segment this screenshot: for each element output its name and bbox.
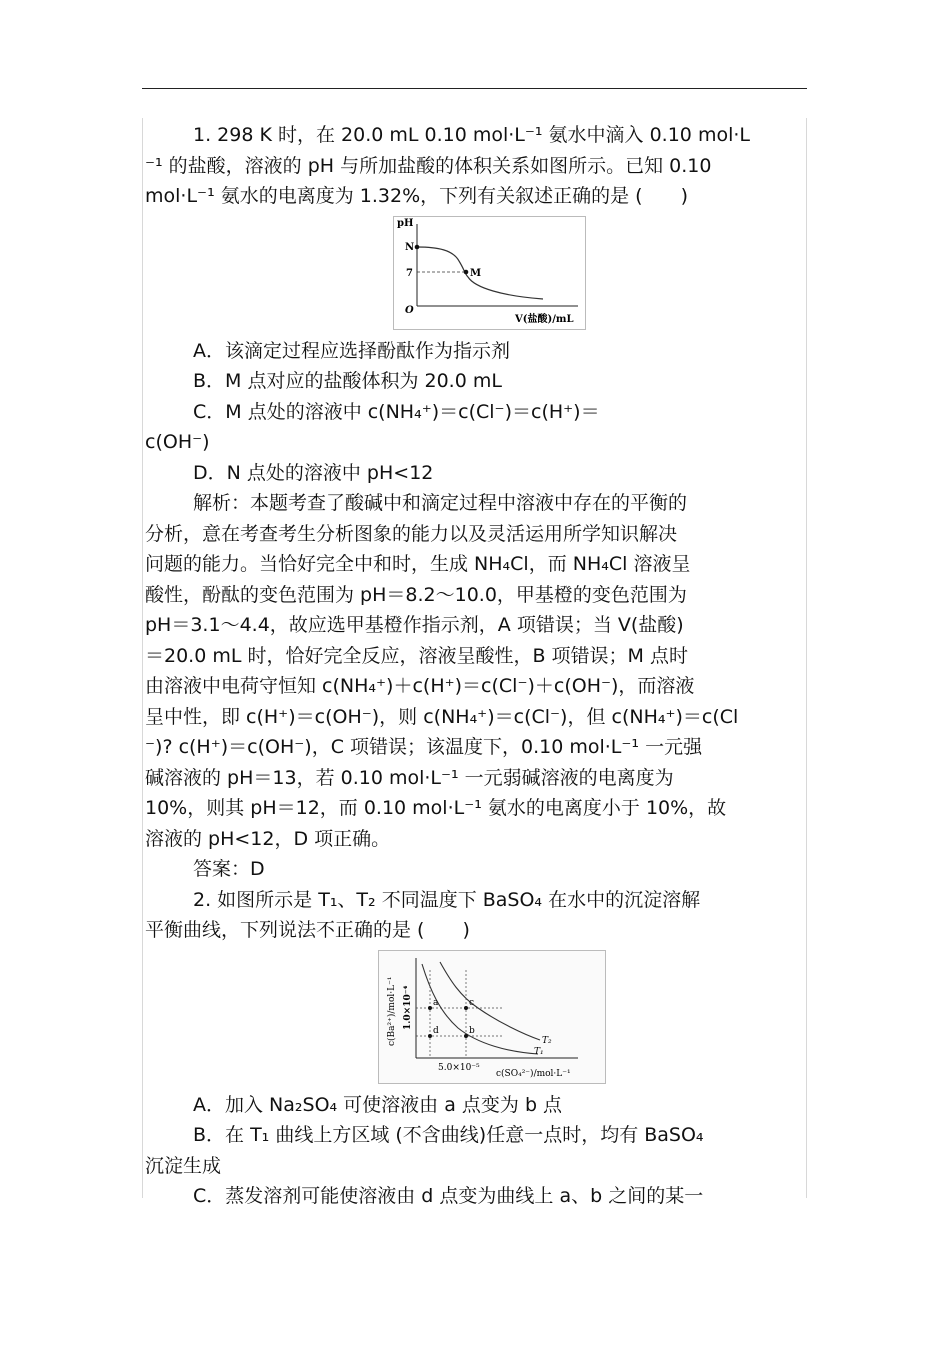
q2-x-axis-label: c(SO₄²⁻)/mol·L⁻¹ <box>496 1068 571 1079</box>
q2-point-a-label: a <box>433 997 439 1008</box>
q1-point-m-label: M <box>470 267 482 279</box>
q1-analysis-line-1: 解析：本题考查了酸碱中和滴定过程中溶液中存在的平衡的 <box>193 492 688 514</box>
q1-option-a: A．该滴定过程应选择酚酞作为指示剂 <box>193 339 510 362</box>
q1-point-m <box>464 269 469 274</box>
q1-tick-n: N <box>405 241 415 253</box>
q2-y-axis-label: c(Ba²⁺)/mol·L⁻¹ <box>387 976 397 1046</box>
q2-curve-t2-label: T₂ <box>542 1035 552 1046</box>
q1-titration-svg <box>393 216 586 330</box>
q1-stem-line-1: 1. 298 K 时，在 20.0 mL 0.10 mol·L⁻¹ 氨水中滴入 0.10 mol·L <box>193 124 750 146</box>
q1-answer: 答案：D <box>193 858 265 880</box>
q1-analysis-line-8: 呈中性，即 c(H⁺)＝c(OH⁻)，则 c(NH₄⁺)＝c(Cl⁻)，但 c(NH₄⁺)＝c(Cl <box>145 705 739 728</box>
q2-x-tick-label: 5.0×10⁻⁵ <box>438 1062 480 1073</box>
q2-option-b-line-2: 沉淀生成 <box>145 1154 222 1177</box>
q2-stem-line-1: 2. 如图所示是 T₁、T₂ 不同温度下 BaSO₄ 在水中的沉淀溶解 <box>193 888 701 911</box>
q2-point-d <box>428 1034 432 1038</box>
q1-tick-7: 7 <box>406 267 413 279</box>
q1-analysis-line-6: ＝20.0 mL 时，恰好完全反应，溶液呈酸性，B 项错误；M 点时 <box>145 644 688 667</box>
q1-stem-line-2: ⁻¹ 的盐酸，溶液的 pH 与所加盐酸的体积关系如图所示。已知 0.10 <box>145 154 712 177</box>
q1-option-c-line-2: c(OH⁻) <box>145 431 210 453</box>
q1-stem-line-3: mol·L⁻¹ 氨水的电离度为 1.32%，下列有关叙述正确的是 ( ) <box>145 185 688 207</box>
q2-point-a <box>428 1006 432 1010</box>
q1-analysis-line-2: 分析，意在考查考生分析图象的能力以及灵活运用所学知识解决 <box>145 522 678 545</box>
q2-stem-line-2: 平衡曲线，下列说法不正确的是 ( ) <box>145 919 470 941</box>
q1-y-axis-label: pH <box>397 217 414 229</box>
q1-analysis-line-9: ⁻)? c(H⁺)＝c(OH⁻)，C 项错误；该温度下，0.10 mol·L⁻¹ 一元强 <box>145 736 703 758</box>
q1-analysis-line-12: 溶液的 pH<12，D 项正确。 <box>145 827 391 850</box>
q1-origin-label: O <box>405 304 414 316</box>
q2-point-b-label: b <box>469 1025 475 1036</box>
q2-option-b-line-1: B．在 T₁ 曲线上方区域 (不含曲线)任意一点时，均有 BaSO₄ <box>193 1124 704 1146</box>
q1-analysis-line-5: pH＝3.1～4.4，故应选甲基橙作指示剂，A 项错误；当 V(盐酸) <box>145 614 684 636</box>
q1-analysis-line-4: 酸性，酚酞的变色范围为 pH＝8.2～10.0，甲基橙的变色范围为 <box>145 583 687 606</box>
q2-point-c-label: c <box>469 997 475 1008</box>
q2-y-tick-label: 1.0×10⁻⁴ <box>403 985 413 1030</box>
left-border <box>142 118 143 1198</box>
q1-titration-figure <box>393 216 586 330</box>
q2-point-c <box>464 1006 468 1010</box>
q2-point-b <box>464 1034 468 1038</box>
q2-option-a: A．加入 Na₂SO₄ 可使溶液由 a 点变为 b 点 <box>193 1093 563 1116</box>
q2-option-c-line-1: C．蒸发溶剂可能使溶液由 d 点变为曲线上 a、b 之间的某一 <box>193 1185 704 1207</box>
q1-analysis-line-11: 10%，则其 pH＝12，而 0.10 mol·L⁻¹ 氨水的电离度小于 10%，故 <box>145 797 727 819</box>
q2-solubility-figure <box>378 950 606 1084</box>
q1-option-c-line-1: C．M 点处的溶液中 c(NH₄⁺)＝c(Cl⁻)＝c(H⁺)＝ <box>193 400 600 423</box>
q2-curve-t1-label: T₁ <box>534 1046 544 1057</box>
q2-solubility-svg <box>378 950 606 1084</box>
q1-analysis-line-7: 由溶液中电荷守恒知 c(NH₄⁺)＋c(H⁺)＝c(Cl⁻)＋c(OH⁻)，而溶液 <box>145 675 695 697</box>
right-border <box>806 118 807 1198</box>
header-rule <box>142 88 807 89</box>
q1-option-d: D．N 点处的溶液中 pH<12 <box>193 461 434 484</box>
q1-option-b: B．M 点对应的盐酸体积为 20.0 mL <box>193 370 502 392</box>
q1-point-n <box>415 244 420 249</box>
q2-point-d-label: d <box>433 1025 439 1036</box>
document-body <box>145 120 805 1212</box>
q1-analysis-line-10: 碱溶液的 pH＝13，若 0.10 mol·L⁻¹ 一元弱碱溶液的电离度为 <box>145 766 674 789</box>
q1-analysis-line-3: 问题的能力。当恰好完全中和时，生成 NH₄Cl，而 NH₄Cl 溶液呈 <box>145 553 691 575</box>
q1-x-axis-label: V(盐酸)/mL <box>515 313 574 325</box>
